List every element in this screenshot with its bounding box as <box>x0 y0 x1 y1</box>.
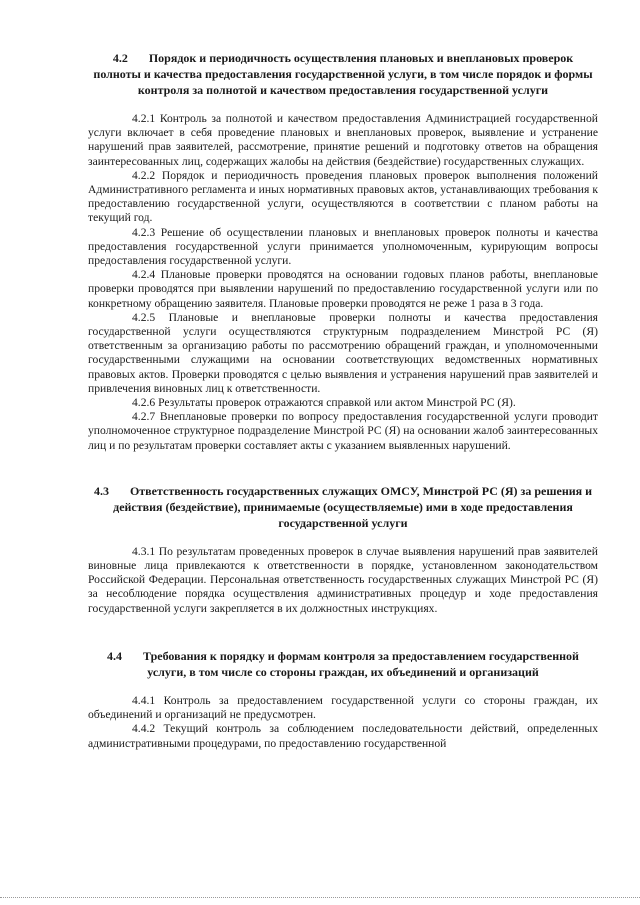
scan-edge-line <box>0 897 640 899</box>
section-heading-4-3 <box>88 483 598 531</box>
paragraph-4-2-2: 4.2.2 Порядок и периодичность проведения плановых проверок выполнения положений Административного регламента и иных нормативных правовых актов, устанавливающих требования к предоставлению государственной услуги, осуществляются в соответствии с планом работы на текущий год. <box>88 168 598 225</box>
paragraph-4-2-6: 4.2.6 Результаты проверок отражаются справкой или актом Минстрой РС (Я). <box>132 396 516 410</box>
paragraph-4-2-3: 4.2.3 Решение об осуществлении плановых и внеплановых проверок полноты и качества предоставления государственной услуги принимается уполномоченным, курирующим вопросы предоставления государственной услуги. <box>88 225 598 268</box>
paragraph-4-2-5: 4.2.5 Плановые и внеплановые проверки полноты и качества предоставления государственной услуги осуществляются структурным подразделением Минстрой РС (Я) ответственным за организацию работы по рассмотрению обращений граждан, и уполномоченными государственными служащими на основании соответствующих ведомственных нормативных правовых актов. Проверки проводятся с целью выявления и устранения нарушений прав заявителей и привлечения виновных лиц к ответственности. <box>88 310 598 395</box>
paragraph-4-3-1: 4.3.1 По результатам проведенных проверок в случае выявления нарушений прав заявителей виновные лица привлекаются к ответственности в порядке, установленном законодательством Российской Федерации. Персональная ответственность государственных служащих Минстрой РС (Я) за несоблюдение порядка осуществления административных процедур и ходе предоставления государственной услуги закрепляется в их должностных инструкциях. <box>88 544 598 615</box>
section-title: Порядок и периодичность осуществления плановых и внеплановых проверок полноты и качества предоставления государственной услуги, в том числе порядок и формы контроля за полнотой и качеством предоставления государственной услуги <box>93 51 593 97</box>
section-title: Ответственность государственных служащих ОМСУ, Минстрой РС (Я) за решения и действия (бездействие), принимаемые (осуществляемые) ими в ходе предоставления государственной услуги <box>113 483 593 530</box>
paragraph-4-2-7: 4.2.7 Внеплановые проверки по вопросу предоставления государственной услуги проводит уполномоченное структурное подразделение Минстрой РС (Я) на основании жалоб заинтересованных лиц и по результатам проверки составляет акты с указанием выявленных нарушений. <box>88 410 598 452</box>
paragraph-4-2-4: 4.2.4 Плановые проверки проводятся на основании годовых планов работы, внеплановые проверки проводятся при выявлении нарушений по предоставлению государственной услуги или по конкретному обращению заявителя. Плановые проверки проводятся не реже 1 раза в 3 года. <box>88 268 598 310</box>
paragraph-4-4-1: 4.4.1 Контроль за предоставлением государственной услуги со стороны граждан, их объединений и организаций не предусмотрен. <box>88 693 598 722</box>
section-heading-4-2 <box>88 50 598 98</box>
section-title: Требования к порядку и формам контроля за предоставлением государственной услуги, в том числе со стороны граждан, их объединений и организаций <box>143 648 579 679</box>
section-heading-4-4 <box>88 648 598 680</box>
paragraph-4-2-1: 4.2.1 Контроль за полнотой и качеством предоставления Администрацией государственной услуги включает в себя проведение плановых и внеплановых проверок, выявление и устранение нарушений прав заявителей, рассмотрение, принятие решений и подготовку ответов на обращения заинтересованных лиц, содержащих жалобы на действия (бездействие) государственных служащих. <box>88 112 598 168</box>
section-number: 4.2 <box>112 51 128 65</box>
paragraph-4-4-2: 4.4.2 Текущий контроль за соблюдением последовательности действий, определенных административными процедурами, по предоставлению государственной <box>88 722 598 750</box>
section-number: 4.4 <box>107 648 123 663</box>
document-content <box>88 50 598 751</box>
section-number: 4.3 <box>93 483 109 498</box>
